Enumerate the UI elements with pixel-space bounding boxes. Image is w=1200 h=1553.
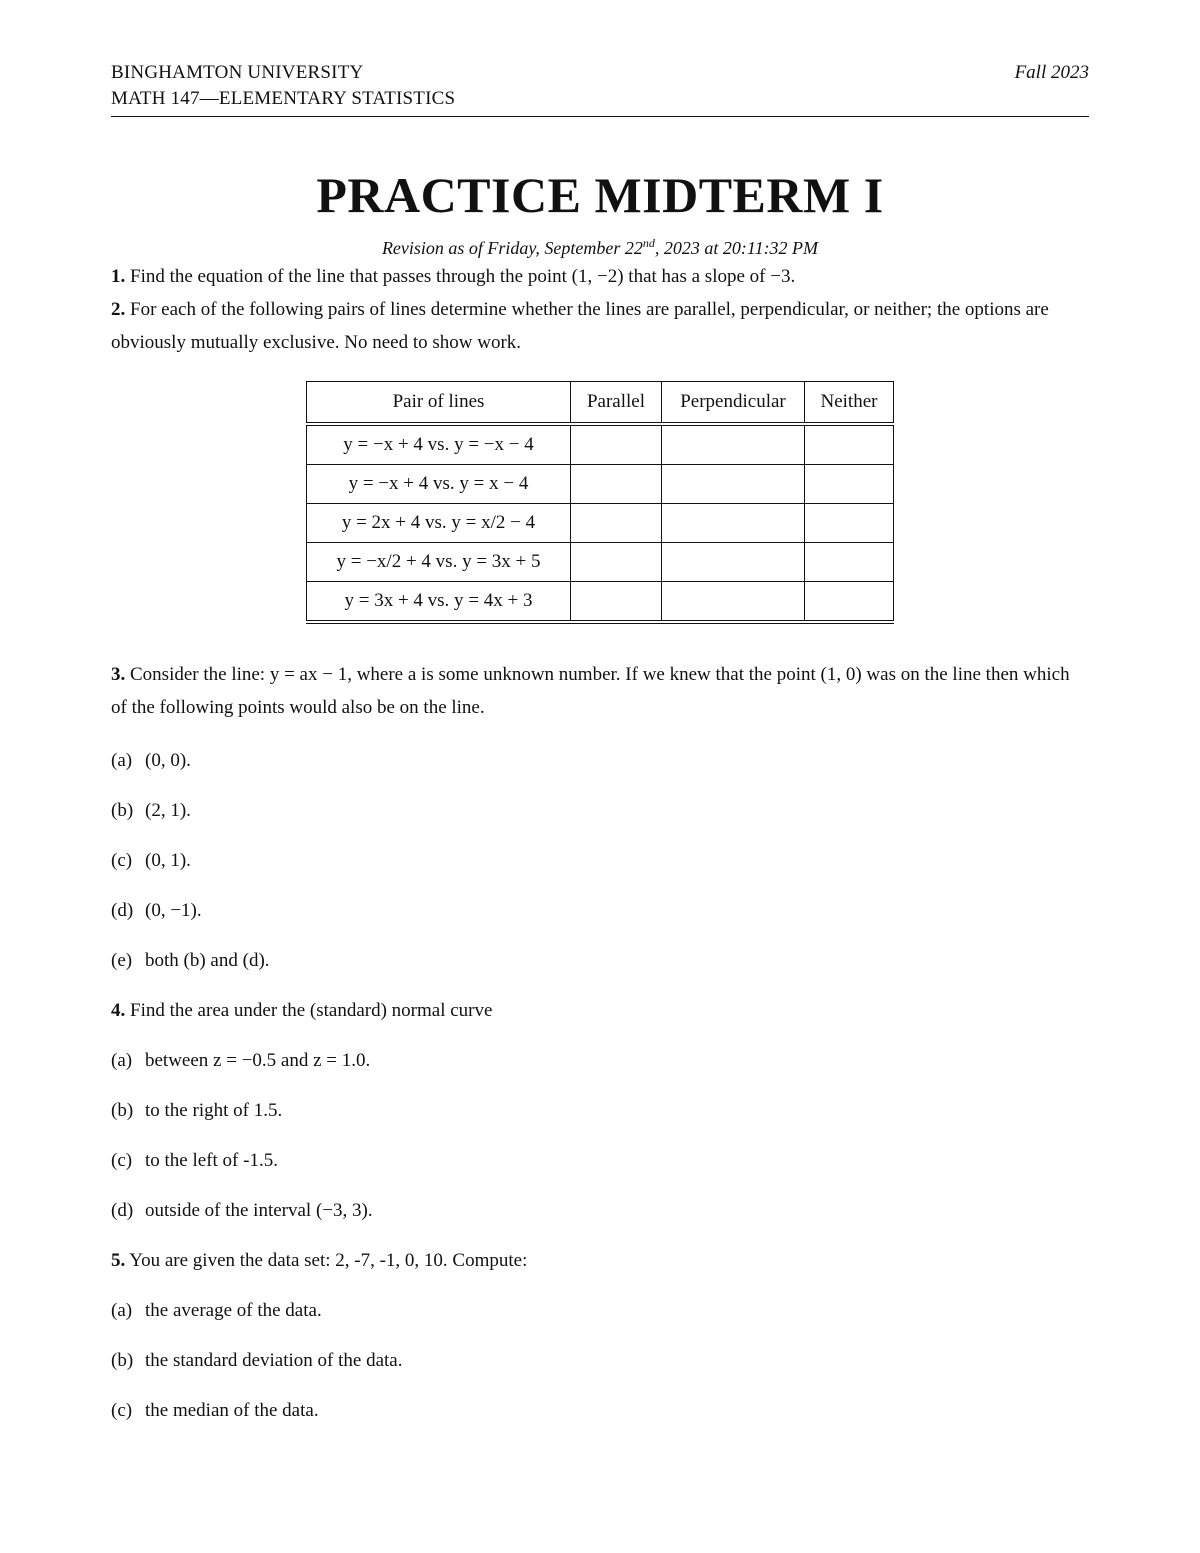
parallel-answer-cell[interactable] xyxy=(571,504,662,543)
revision-line xyxy=(111,231,1089,260)
header-pair-of-lines: Pair of lines xyxy=(307,382,571,425)
option-text: to the right of 1.5. xyxy=(145,1100,283,1121)
option-label: (b) xyxy=(111,1100,134,1121)
option-text: (0, −1). xyxy=(145,900,202,921)
option-label: (c) xyxy=(111,1150,133,1171)
q5-option-b xyxy=(111,1348,1089,1374)
option-label: (a) xyxy=(111,1300,133,1321)
q4-option-b xyxy=(111,1098,1089,1124)
question-3 xyxy=(111,658,1089,724)
question-4-text: Find the area under the (standard) normal curve xyxy=(130,1000,493,1021)
q4-option-c xyxy=(111,1148,1089,1174)
q4-option-a xyxy=(111,1048,1089,1074)
q3-option-a xyxy=(111,748,1089,774)
q5-option-a xyxy=(111,1298,1089,1324)
header-neither: Neither xyxy=(805,382,894,425)
pair-cell: y = 2x + 4 vs. y = x/2 − 4 xyxy=(307,504,571,543)
perpendicular-answer-cell[interactable] xyxy=(662,424,805,465)
q3-option-e xyxy=(111,948,1089,974)
question-2 xyxy=(111,293,1089,359)
neither-answer-cell[interactable] xyxy=(805,424,894,465)
question-5 xyxy=(111,1248,1089,1274)
header-divider xyxy=(111,116,1089,117)
option-label: (c) xyxy=(111,850,133,871)
term-label: Fall 2023 xyxy=(1014,62,1089,83)
question-3-number: 3. xyxy=(111,664,126,685)
option-label: (b) xyxy=(111,800,134,821)
question-4-number: 4. xyxy=(111,1000,126,1021)
q4-option-d xyxy=(111,1198,1089,1224)
parallel-answer-cell[interactable] xyxy=(571,424,662,465)
option-label: (d) xyxy=(111,900,134,921)
perpendicular-answer-cell[interactable] xyxy=(662,543,805,582)
page-title: PRACTICE MIDTERM I xyxy=(316,167,884,223)
option-text: the median of the data. xyxy=(145,1400,319,1421)
option-text: outside of the interval (−3, 3). xyxy=(145,1200,373,1221)
option-label: (c) xyxy=(111,1400,133,1421)
question-3-text: Consider the line: y = ax − 1, where a is some unknown number. If we knew that the point (1, 0) was on the line then which of the following points would also be on the line. xyxy=(111,664,1070,718)
table-row xyxy=(307,504,894,543)
neither-answer-cell[interactable] xyxy=(805,543,894,582)
question-5-number: 5. xyxy=(111,1250,126,1271)
header-row-1 xyxy=(111,60,1089,86)
course-name: MATH 147—ELEMENTARY STATISTICS xyxy=(111,88,456,109)
table-header-row xyxy=(307,382,894,425)
q3-option-b xyxy=(111,798,1089,824)
pair-cell: y = 3x + 4 vs. y = 4x + 3 xyxy=(307,582,571,623)
option-text: the standard deviation of the data. xyxy=(145,1350,403,1371)
question-4 xyxy=(111,998,1089,1024)
question-1-text: Find the equation of the line that passes through the point (1, −2) that has a slope of −3. xyxy=(130,266,796,287)
table-row xyxy=(307,465,894,504)
table-row xyxy=(307,543,894,582)
option-label: (a) xyxy=(111,750,133,771)
option-text: (0, 1). xyxy=(145,850,191,871)
option-text: (0, 0). xyxy=(145,750,191,771)
option-text: between z = −0.5 and z = 1.0. xyxy=(145,1050,371,1071)
parallel-answer-cell[interactable] xyxy=(571,582,662,623)
document-page xyxy=(111,60,1089,1424)
neither-answer-cell[interactable] xyxy=(805,504,894,543)
perpendicular-answer-cell[interactable] xyxy=(662,465,805,504)
table-row xyxy=(307,424,894,465)
revision-suffix: , 2023 at 20:11:32 PM xyxy=(654,238,819,258)
university-name: BINGHAMTON UNIVERSITY xyxy=(111,62,364,83)
pair-cell: y = −x + 4 vs. y = −x − 4 xyxy=(307,424,571,465)
perpendicular-answer-cell[interactable] xyxy=(662,504,805,543)
header-parallel: Parallel xyxy=(571,382,662,425)
neither-answer-cell[interactable] xyxy=(805,582,894,623)
question-1-number: 1. xyxy=(111,266,126,287)
q3-option-d xyxy=(111,898,1089,924)
header-perpendicular: Perpendicular xyxy=(662,382,805,425)
parallel-answer-cell[interactable] xyxy=(571,543,662,582)
pair-cell: y = −x + 4 vs. y = x − 4 xyxy=(307,465,571,504)
question-2-number: 2. xyxy=(111,299,126,320)
option-label: (e) xyxy=(111,950,133,971)
pair-cell: y = −x/2 + 4 vs. y = 3x + 5 xyxy=(307,543,571,582)
neither-answer-cell[interactable] xyxy=(805,465,894,504)
question-2-text: For each of the following pairs of lines determine whether the lines are parallel, perpendicular, or neither; the options are obviously mutually exclusive. No need to show work. xyxy=(111,299,1049,353)
header-row-2 xyxy=(111,86,1089,112)
line-pairs-table xyxy=(306,381,894,624)
option-text: the average of the data. xyxy=(145,1300,322,1321)
table-row xyxy=(307,582,894,623)
perpendicular-answer-cell[interactable] xyxy=(662,582,805,623)
parallel-answer-cell[interactable] xyxy=(571,465,662,504)
option-text: (2, 1). xyxy=(145,800,191,821)
option-label: (a) xyxy=(111,1050,133,1071)
option-text: to the left of -1.5. xyxy=(145,1150,278,1171)
question-1 xyxy=(111,260,1089,293)
revision-prefix: Revision as of Friday, September 22 xyxy=(381,238,643,258)
option-label: (d) xyxy=(111,1200,134,1221)
question-5-text: You are given the data set: 2, -7, -1, 0, 10. Compute: xyxy=(129,1250,528,1271)
q5-option-c xyxy=(111,1398,1089,1424)
revision-ordinal: nd xyxy=(642,236,655,250)
q3-option-c xyxy=(111,848,1089,874)
option-label: (b) xyxy=(111,1350,134,1371)
option-text: both (b) and (d). xyxy=(145,950,270,971)
